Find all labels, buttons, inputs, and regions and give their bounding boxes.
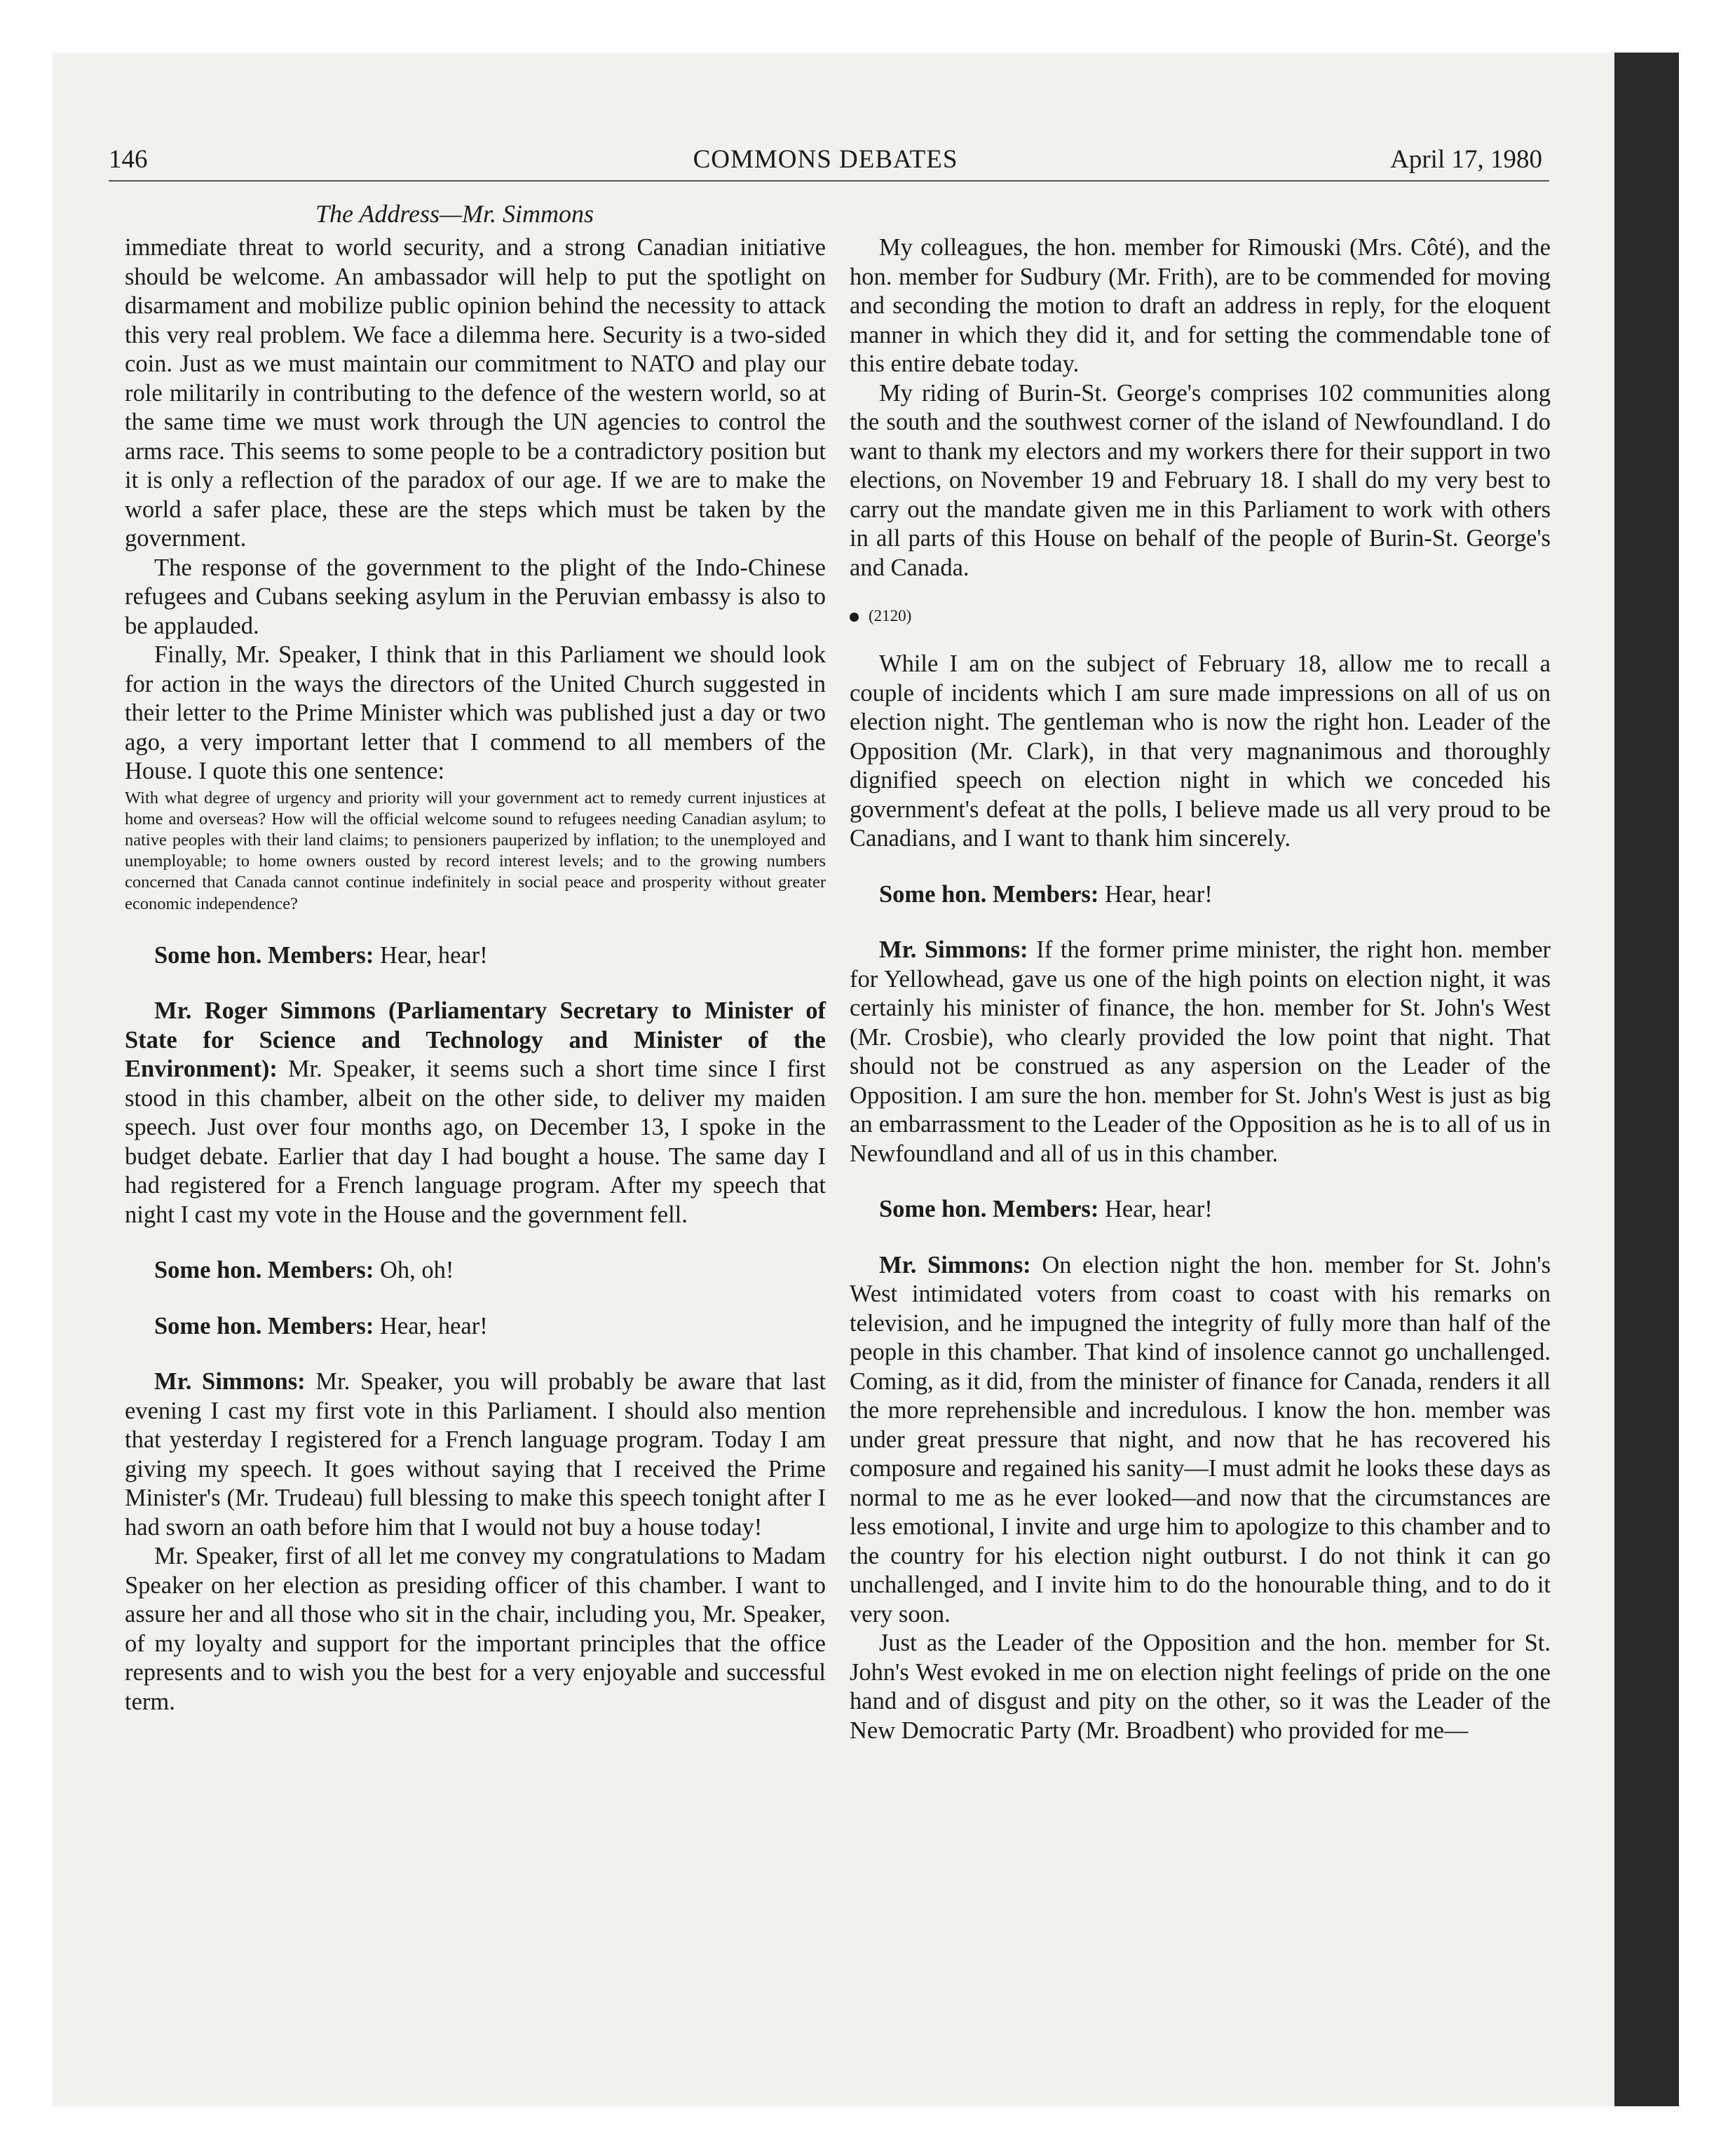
bullet-icon (850, 613, 859, 622)
speaker-name: Some hon. Members: (154, 1312, 374, 1339)
interjection (850, 1195, 1551, 1224)
speaker-name: Mr. Simmons: (154, 1368, 306, 1396)
speech-text: On election night the hon. member for St. John's West intimidated voters from coast to coast with his remarks on television, and he impugned the integrity of fully more than half of the people in this chamber. That kind of insolence cannot go unchallenged. Coming, as it did, from the minister of finance for Canada, renders it all the more reprehensible and incredulous. I know the hon. member was under great pressure that night, and now that he has recovered his composure and regained his sanity—I must admit he looks these days as normal to me as he ever looked—and now that the circumstances are less emotional, I invite and urge him to apologize to this chamber and to the country for his election night outburst. I do not think it can go unchallenged, and I invite him to do the honourable thing, and to do it very soon. (850, 1251, 1551, 1628)
speaker-name: Some hon. Members: (879, 1196, 1099, 1222)
paragraph: Finally, Mr. Speaker, I think that in this Parliament we should look for action in the ways the directors of the United Church suggested in their letter to the Prime Minister which was published just a day or two ago, a very important letter that I commend to all members of the House. I quote this one sentence: (125, 641, 826, 784)
block-quote: With what degree of urgency and priority will your government act to remedy current injustices at home and overseas? How will the official welcome sound to refugees needing Canadian asylum; to native peoples with their land claims; to pensioners pauperized by inflation; to the unemployed and unemployable; to home owners ousted by record interest levels; and to the growing numbers concerned that Canada cannot continue indefinitely in social peace and prosperity without greater economic independence? (125, 788, 826, 913)
speaker-name: Some hon. Members: (154, 1257, 374, 1284)
page-number: 146 (109, 145, 148, 174)
speech-paragraph (125, 1367, 826, 1542)
speaker-name: Some hon. Members: (154, 941, 374, 969)
speech-text: If the former prime minister, the right hon. member for Yellowhead, gave us one of the high points on election night, it was certainly his minister of finance, the hon. member for St. John's West (Mr. Crosbie), who clearly provided the low point that night. That should not be construed as any aspersion on the Leader of the Opposition. I am sure the hon. member for St. John's West is just as big an embarrassment to the Leader of the Opposition as he is to all of us in Newfoundland and all of us in this chamber. (850, 936, 1551, 1167)
speech-text: Mr. Speaker, it seems such a short time since I first stood in this chamber, albeit on the other side, to deliver my maiden speech. Just over four months ago, on December 13, I spoke in the budget debate. Earlier that day I had bought a house. The same day I had registered for a French language program. After my speech that night I cast my vote in the House and the government fell. (125, 1056, 826, 1228)
speech-text: Oh, oh! (379, 1257, 454, 1284)
interjection (125, 1256, 826, 1285)
speaker-name: Mr. Simmons: (879, 936, 1028, 963)
paragraph: immediate threat to world security, and a strong Canadian initiative should be welcome. An ambassador will help to put the spotlight on disarmament and mobilize public opinion behind the necessity to attack this very real problem. We face a dilemma here. Security is a two-sided coin. Just as we must maintain our commitment to NATO and play our role militarily in contributing to the defence of the western world, so at the same time we must work through the UN agencies to control the arms race. This seems to some people to be a contradictory position but it is only a reflection of the paradox of our age. If we are to make the world a safer place, these are the steps which must be taken by the government. (125, 234, 826, 552)
paragraph: Mr. Speaker, first of all let me convey my congratulations to Madam Speaker on her election as presiding officer of this chamber. I want to assure her and all those who sit in the chair, including you, Mr. Speaker, of my loyalty and support for the important principles that the office represents and to wish you the best for a very enjoyable and successful term. (125, 1543, 826, 1715)
speech-text: Mr. Speaker, you will probably be aware that last evening I cast my first vote in this Parliament. I should also mention that yesterday I registered for a French language program. Today I am giving my speech. It goes without saying that I received the Prime Minister's (Mr. Trudeau) full blessing to make this speech tonight after I had sworn an oath before him that I would not buy a house today! (125, 1368, 826, 1541)
speaker-name: Some hon. Members: (879, 880, 1099, 908)
right-column (850, 233, 1551, 1745)
speech-paragraph (125, 997, 826, 1229)
paragraph: The response of the government to the plight of the Indo-Chinese refugees and Cubans seeking asylum in the Peruvian embassy is also to be applauded. (125, 554, 826, 639)
publication-title: COMMONS DEBATES (693, 145, 958, 174)
scan-edge-band (1614, 53, 1679, 2106)
interjection (125, 941, 826, 971)
header-rule (109, 180, 1549, 182)
speech-text: Hear, hear! (1104, 1196, 1213, 1222)
paragraph: My riding of Burin-St. George's comprises 102 communities along the south and the southwest corner of the island of Newfoundland. I do want to thank my electors and my workers there for their support in two elections, on November 19 and February 18. I shall do my very best to carry out the mandate given me in this Parliament to work with others in all parts of this House on behalf of the people of Burin-St. George's and Canada. (850, 379, 1551, 581)
paragraph: While I am on the subject of February 18, allow me to recall a couple of incidents which I am sure made impressions on all of us on election night. The gentleman who is now the right hon. Leader of the Opposition (Mr. Clark), in that very magnanimous and thoroughly dignified speech on election night in which we conceded his government's defeat at the polls, I believe made us all very proud to be Canadians, and I want to thank him sincerely. (850, 650, 1551, 852)
interjection (125, 1312, 826, 1342)
paragraph: My colleagues, the hon. member for Rimouski (Mrs. Côté), and the hon. member for Sudbury (Mr. Frith), are to be commended for moving and seconding the motion to draft an address in reply, for the eloquent manner in which they did it, and for setting the commendable tone of this entire debate today. (850, 234, 1551, 377)
paragraph: Just as the Leader of the Opposition and the hon. member for St. John's West evoked in me on election night feelings of pride on the one hand and of disgust and pity on the other, so it was the Leader of the New Democratic Party (Mr. Broadbent) who provided for me— (850, 1630, 1551, 1744)
speech-paragraph (850, 1251, 1551, 1630)
interjection (850, 880, 1551, 910)
page-header (109, 139, 1542, 181)
speaker-name: Mr. Roger Simmons (Parliamentary Secretary to Minister of State for Science and Technology and Minister of the Environment): (125, 997, 826, 1083)
speaker-name: Mr. Simmons: (879, 1251, 1031, 1278)
speech-text: Hear, hear! (1104, 880, 1213, 908)
speech-text: Hear, hear! (379, 941, 488, 969)
timestamp: (2120) (869, 607, 912, 625)
running-head: The Address—Mr. Simmons (315, 200, 594, 228)
speech-paragraph (850, 936, 1551, 1168)
publication-date: April 17, 1980 (1390, 145, 1542, 174)
timestamp-marker (850, 602, 1551, 630)
speech-text: Hear, hear! (379, 1312, 488, 1339)
left-column (125, 233, 826, 1717)
